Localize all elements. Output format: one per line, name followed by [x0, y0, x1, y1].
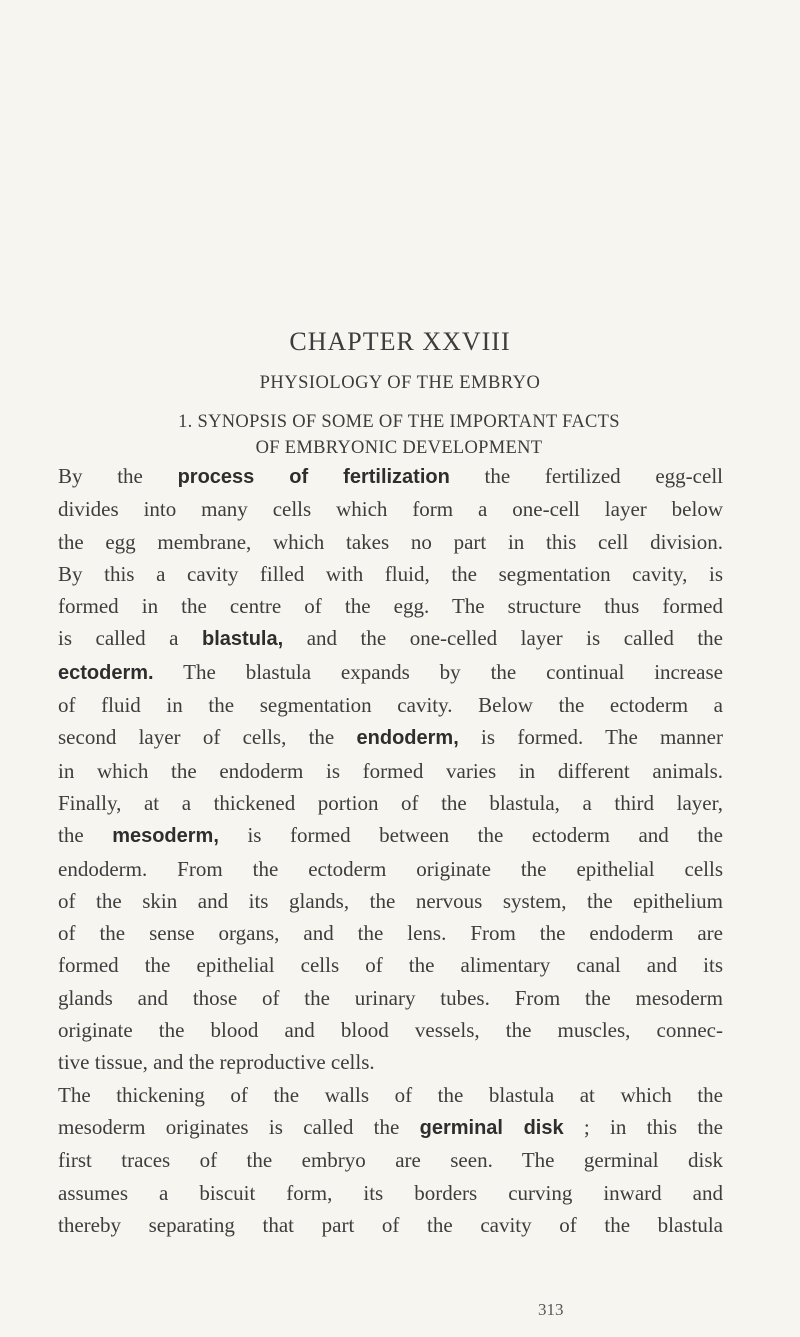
text-run: glands and those of the urinary tubes. From the mesoderm: [58, 985, 723, 1010]
text-run: Finally, at a thickened portion of the blastula, a third layer,: [58, 790, 723, 815]
text-line: [58, 819, 723, 852]
text-run: is called a: [58, 626, 203, 651]
text-run: the fertilized egg-cell: [449, 464, 723, 488]
text-run: originate the blood and blood vessels, the muscles, connec-: [58, 1018, 723, 1043]
text-line: [58, 917, 723, 949]
text-run: divides into many cells which form a one-cell layer below: [58, 497, 723, 522]
section-heading-line-2: OF EMBRYONIC DEVELOPMENT: [255, 438, 543, 458]
text-run: The blastula expands by the continual increase: [153, 659, 723, 684]
text-line: [58, 558, 723, 590]
text-run: is formed. The manner: [458, 725, 724, 750]
text-run: second layer of cells, the: [58, 725, 357, 750]
section-heading: [88, 409, 710, 461]
text-run: of the sense organs, and the lens. From the endoderm are: [58, 921, 723, 946]
text-run: in which the endoderm is formed varies in different animals.: [58, 758, 723, 783]
text-run: and the one-celled layer is called the: [283, 626, 723, 651]
text-run: formed in the centre of the egg. The structure thus formed: [58, 594, 723, 619]
body-text: [58, 460, 723, 1241]
key-term: endoderm,: [356, 727, 459, 750]
text-run: the: [58, 823, 113, 848]
text-run: The thickening of the walls of the blastula at which the: [58, 1082, 723, 1107]
key-term: ectoderm.: [58, 661, 154, 684]
text-line: [58, 1209, 723, 1241]
text-line: [58, 590, 723, 622]
text-run: tive tissue, and the reproductive cells.: [58, 1050, 375, 1075]
text-line: [58, 1046, 723, 1078]
text-line: [58, 721, 723, 754]
text-line: [58, 1079, 723, 1111]
text-run: first traces of the embryo are seen. The germinal disk: [58, 1148, 723, 1173]
text-line: [58, 949, 723, 981]
text-line: [58, 493, 723, 525]
text-run: formed the epithelial cells of the alimentary canal and its: [58, 953, 723, 978]
text-line: [58, 885, 723, 917]
text-line: [58, 526, 723, 558]
key-term: blastula,: [202, 628, 284, 651]
text-line: [58, 1014, 723, 1046]
text-run: assumes a biscuit form, its borders curving inward and: [58, 1180, 723, 1205]
page-number: 313: [538, 1300, 564, 1319]
key-term: mesoderm,: [112, 825, 219, 848]
text-run: endoderm. From the ectoderm originate the epithelial cells: [58, 856, 723, 881]
text-run: the egg membrane, which takes no part in this cell division.: [58, 529, 723, 554]
text-line: [58, 689, 723, 721]
chapter-title: CHAPTER XXVIII: [289, 327, 511, 356]
text-run: By this a cavity filled with fluid, the segmentation cavity, is: [58, 561, 723, 586]
key-term: germinal disk: [419, 1116, 564, 1139]
text-line: [58, 1144, 723, 1176]
text-line: [58, 1177, 723, 1209]
text-run: of the skin and its glands, the nervous system, the epithelium: [58, 888, 723, 913]
text-run: mesoderm originates is called the: [58, 1114, 420, 1139]
text-line: [58, 656, 723, 689]
text-run: is formed between the ectoderm and the: [218, 823, 723, 848]
text-line: [58, 755, 723, 787]
section-heading-line-1: 1. SYNOPSIS OF SOME OF THE IMPORTANT FACTS: [178, 412, 620, 432]
key-term: process of fertilization: [177, 466, 450, 488]
text-line: [58, 460, 723, 493]
text-line: [58, 982, 723, 1014]
text-line: [58, 853, 723, 885]
text-run: By the: [58, 464, 178, 488]
text-line: [58, 787, 723, 819]
chapter-subtitle: PHYSIOLOGY OF THE EMBRYO: [259, 373, 541, 393]
text-line: [58, 1111, 723, 1144]
text-line: [58, 622, 723, 655]
text-run: thereby separating that part of the cavity of the blastula: [58, 1212, 723, 1237]
text-run: ; in this the: [563, 1114, 723, 1139]
text-run: of fluid in the segmentation cavity. Below the ectoderm a: [58, 693, 723, 718]
